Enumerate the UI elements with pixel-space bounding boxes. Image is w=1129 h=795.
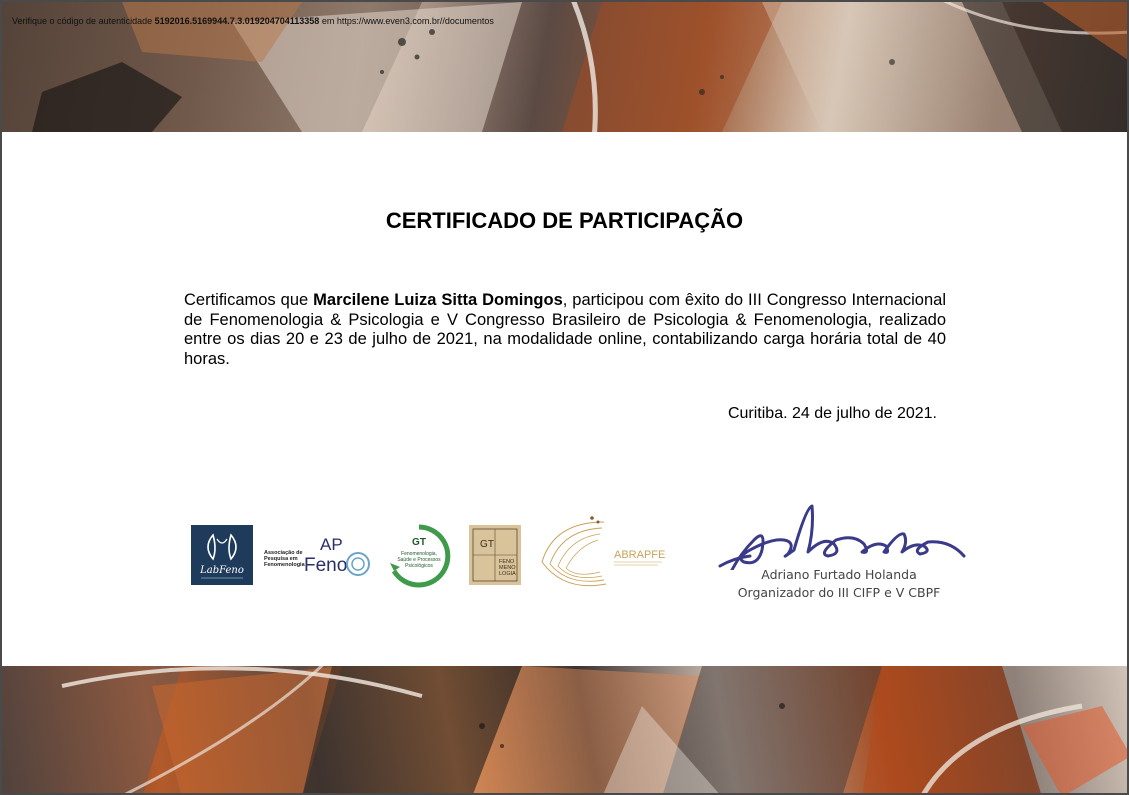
certificate-body <box>184 291 946 369</box>
apfeno-caption-2: Pesquisa em <box>264 556 298 562</box>
gt-feno-line-3: LOGIA <box>499 571 516 577</box>
apfeno-mark-1: AP <box>320 535 343 554</box>
signatory-role: Organizador do III CIFP e V CBPF <box>737 585 941 600</box>
gt-saude-mark: GT <box>412 537 426 548</box>
signatory-name: Adriano Furtado Holanda <box>761 567 917 582</box>
top-decorative-band <box>2 2 1127 132</box>
place-date: Curitiba. 24 de julho de 2021. <box>727 405 937 422</box>
certificate-title: CERTIFICADO DE PARTICIPAÇÃO <box>385 208 744 233</box>
bottom-decorative-band <box>2 666 1127 795</box>
authenticity-note <box>12 16 494 26</box>
gt-saude-line-3: Psicológicos <box>405 563 433 569</box>
bottom-band-artwork <box>2 666 1127 795</box>
gt-feno-line-2: MENO <box>499 565 516 571</box>
labfeno-logo <box>191 525 253 585</box>
signature-block <box>714 500 974 610</box>
gt-saude-line-1: Fenomenologia, <box>401 551 437 557</box>
labfeno-name: LabFeno <box>200 565 244 576</box>
apfeno-mark-2: Feno <box>304 555 348 576</box>
authenticity-middle: em <box>321 16 335 26</box>
apfeno-logo <box>264 530 374 580</box>
apfeno-caption-1: Associação de <box>264 550 303 556</box>
participant-name: Marcilene Luiza Sitta Domingos <box>313 291 563 309</box>
apfeno-caption-3: Fenomenologia <box>264 562 305 568</box>
abrapfe-logo <box>534 512 666 592</box>
gt-saude-line-2: Saúde e Processos <box>397 557 441 563</box>
gt-feno-mark: GT <box>480 539 494 550</box>
authenticity-code: 5192016.5169944.7.3.019204704113358 <box>154 16 320 26</box>
body-details: , participou com êxito do III Congresso Internacional de Fenomenologia & Psicologia e V Congresso Brasileiro de Psicologia & Fenomenologia, realizado entre os dias 20 e 23 de julho de 2021, na modalidade online, contabilizando carga horária total de 40 horas. <box>184 291 946 368</box>
abrapfe-name: ABRAPFE <box>614 549 666 561</box>
signature-image <box>714 500 974 570</box>
gt-feno-line-1: FENO <box>499 559 515 565</box>
gt-saude-logo <box>386 523 452 589</box>
gt-fenomenologia-logo <box>469 525 521 585</box>
body-intro: Certificamos que <box>184 291 309 309</box>
authenticity-url[interactable]: https://www.even3.com.br//documentos <box>336 16 494 26</box>
authenticity-prefix: Verifique o código de autenticidade <box>12 16 153 26</box>
